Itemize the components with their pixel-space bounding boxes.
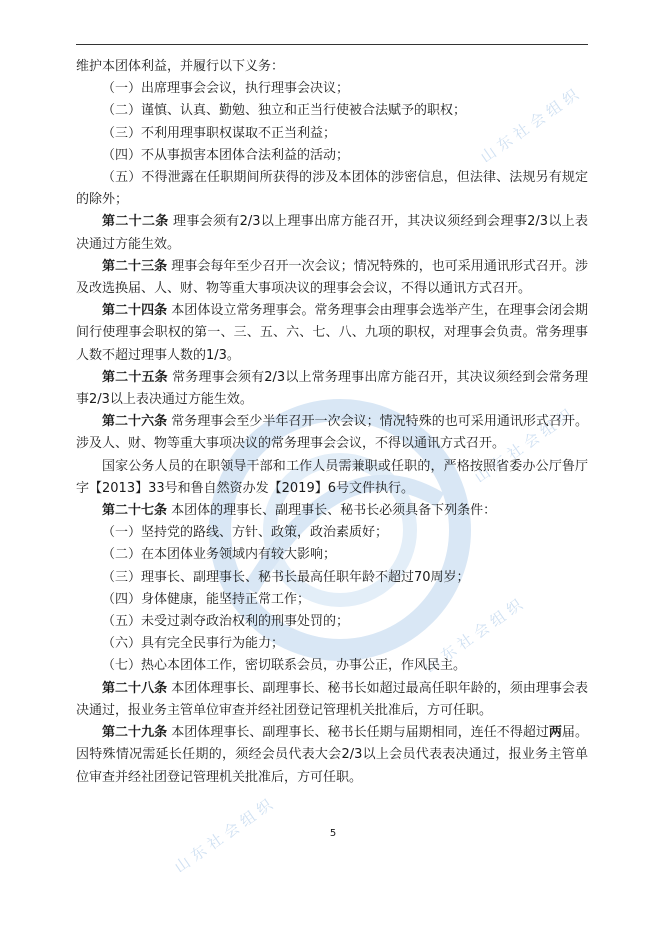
- article-title: 第二十六条: [102, 414, 168, 430]
- article-text: 本团体的理事长、副理事长、秘书长必须具备下列条件：: [171, 503, 497, 519]
- article-title: 第二十五条: [102, 369, 168, 385]
- condition-item: （五）未受过剥夺政治权利的刑事处罚的；: [102, 614, 350, 630]
- article-29: [76, 722, 588, 789]
- article-title: 第二十七条: [102, 503, 168, 519]
- header-rule: [76, 44, 588, 45]
- article-text: 本团体理事长、副理事长、秘书长任期与届期相同，连任不得超过: [171, 725, 549, 741]
- article-text: 理事会每年至少召开一次会议；情况特殊的，也可采用通讯形式召开。涉及改选换届、人、财、物等重大事项决议的理事会会议，不得以通讯方式召开。: [76, 258, 588, 297]
- watermark-text-3: 山东社会组织: [421, 592, 530, 677]
- article-23: [76, 256, 588, 300]
- document-body: [76, 56, 588, 789]
- duty-item: （二）谨慎、认真、勤勉、独立和正当行使被合法赋予的职权；: [102, 103, 467, 119]
- article-text: 常务理事会须有2/3以上常务理事出席方能召开，其决议须经到会常务理事2/3以上表决通过方能生效。: [76, 369, 588, 408]
- watermark-text-4: 山东社会组织: [171, 792, 280, 877]
- duty-item: （三）不利用理事职权谋取不正当利益；: [102, 125, 337, 141]
- condition-item: （三）理事长、副理事长、秘书长最高任职年龄不超过70周岁；: [102, 569, 470, 585]
- article-25: [76, 367, 588, 411]
- condition-item: （六）具有完全民事行为能力；: [102, 636, 285, 652]
- condition-item: （二）在本团体业务领域内有较大影响；: [102, 547, 337, 563]
- article-title: 第二十二条: [102, 214, 169, 230]
- article-26: [76, 411, 588, 455]
- article-title: 第二十八条: [102, 680, 168, 696]
- article-emphasis: 两: [548, 725, 562, 741]
- duty-item: （五）不得泄露在任职期间所获得的涉及本团体的涉密信息，但法律、法规另有规定的除外；: [76, 170, 588, 208]
- article-text: 常务理事会至少半年召开一次会议；情况特殊的也可采用通讯形式召开。涉及人、财、物等重大事项决议的常务理事会会议，不得以通讯方式召开。: [76, 414, 588, 452]
- duty-item: （一）出席理事会会议，执行理事会决议；: [102, 81, 350, 97]
- article-text: 理事会须有2/3以上理事出席方能召开，其决议须经到会理事2/3以上表决通过方能生效。: [76, 214, 588, 252]
- article-title: 第二十九条: [102, 725, 168, 741]
- article-title: 第二十四条: [102, 303, 168, 319]
- duty-item: （四）不从事损害本团体合法利益的活动；: [102, 147, 350, 163]
- article-27: [76, 500, 588, 522]
- condition-item: （四）身体健康，能坚持正常工作；: [102, 591, 311, 607]
- civil-servant-paragraph: 国家公务人员的在职领导干部和工作人员需兼职或任职的，严格按照省委办公厅鲁厅字【2013】33号和鲁自然资办发【2019】6号文件执行。: [76, 458, 588, 496]
- page-number: 5: [329, 828, 337, 839]
- condition-item: （一）坚持党的路线、方针、政策，政治素质好；: [102, 525, 389, 541]
- watermark-text-1: 山东社会组织: [477, 82, 586, 167]
- article-text: 本团体理事长、副理事长、秘书长如超过最高任职年龄的，须由理事会表决通过，报业务主管单位审查并经社团登记管理机关批准后，方可任职。: [76, 680, 588, 718]
- article-28: [76, 678, 588, 722]
- condition-item: （七）热心本团体工作，密切联系会员，办事公正，作风民主。: [102, 658, 467, 674]
- watermark-text-2: 山东社会组织: [471, 402, 580, 487]
- article-text: 本团体设立常务理事会。常务理事会由理事会选举产生，在理事会闭会期间行使理事会职权的第一、三、五、六、七、八、九项的职权，对理事会负责。常务理事人数不超过理事人数的1/3。: [76, 303, 588, 363]
- article-24: [76, 300, 588, 367]
- intro-paragraph: 维护本团体利益，并履行以下义务：: [76, 59, 285, 74]
- article-22: [76, 211, 588, 255]
- article-text: 届。因特殊情况需延长任期的，须经会员代表大会2/3以上会员代表表决通过，报业务主管单位审查并经社团登记管理机关批准后，方可任职。: [76, 725, 588, 785]
- article-title: 第二十三条: [102, 258, 168, 274]
